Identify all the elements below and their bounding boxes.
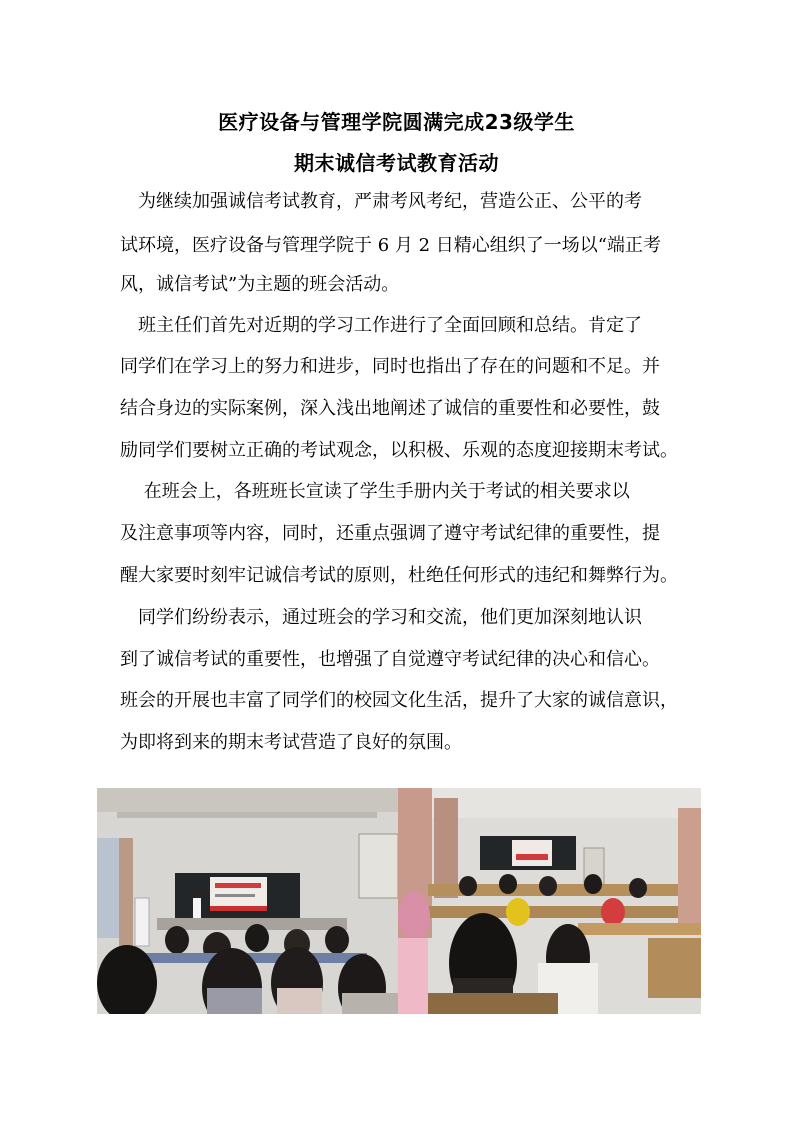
doc-title-line-1: 医疗设备与管理学院圆满完成23级学生 <box>218 110 575 134</box>
body-line: 在班会上，各班班长宣读了学生手册内关于考试的相关要求以 <box>120 481 630 502</box>
classroom-photo-left <box>97 788 398 1014</box>
body-line: 到了诚信考试的重要性，也增强了自觉遵守考试纪律的决心和信心。 <box>120 649 660 670</box>
classroom-photo-right <box>398 788 701 1014</box>
body-line: 同学们在学习上的努力和进步，同时也指出了存在的问题和不足。并 <box>120 356 660 377</box>
body-line: 为继续加强诚信考试教育，严肃考风考纪，营造公正、公平的考 <box>120 191 642 212</box>
body-line: 班主任们首先对近期的学习工作进行了全面回顾和总结。肯定了 <box>120 315 642 336</box>
body-line: 试环境，医疗设备与管理学院于 6 月 2 日精心组织了一场以“端正考 <box>120 235 661 256</box>
body-line: 风，诚信考试”为主题的班会活动。 <box>120 274 400 295</box>
body-line: 班会的开展也丰富了同学们的校园文化生活，提升了大家的诚信意识， <box>120 690 678 711</box>
body-line: 醒大家要时刻牢记诚信考试的原则，杜绝任何形式的违纪和舞弊行为。 <box>120 565 678 586</box>
body-line: 结合身边的实际案例，深入浅出地阐述了诚信的重要性和必要性，鼓 <box>120 398 660 419</box>
body-line: 为即将到来的期末考试营造了良好的氛围。 <box>120 732 462 753</box>
body-line: 及注意事项等内容，同时，还重点强调了遵守考试纪律的重要性，提 <box>120 523 660 544</box>
body-line: 励同学们要树立正确的考试观念，以积极、乐观的态度迎接期末考试。 <box>120 440 678 461</box>
body-line: 同学们纷纷表示，通过班会的学习和交流，他们更加深刻地认识 <box>120 607 642 628</box>
doc-title-line-2: 期末诚信考试教育活动 <box>294 151 499 175</box>
